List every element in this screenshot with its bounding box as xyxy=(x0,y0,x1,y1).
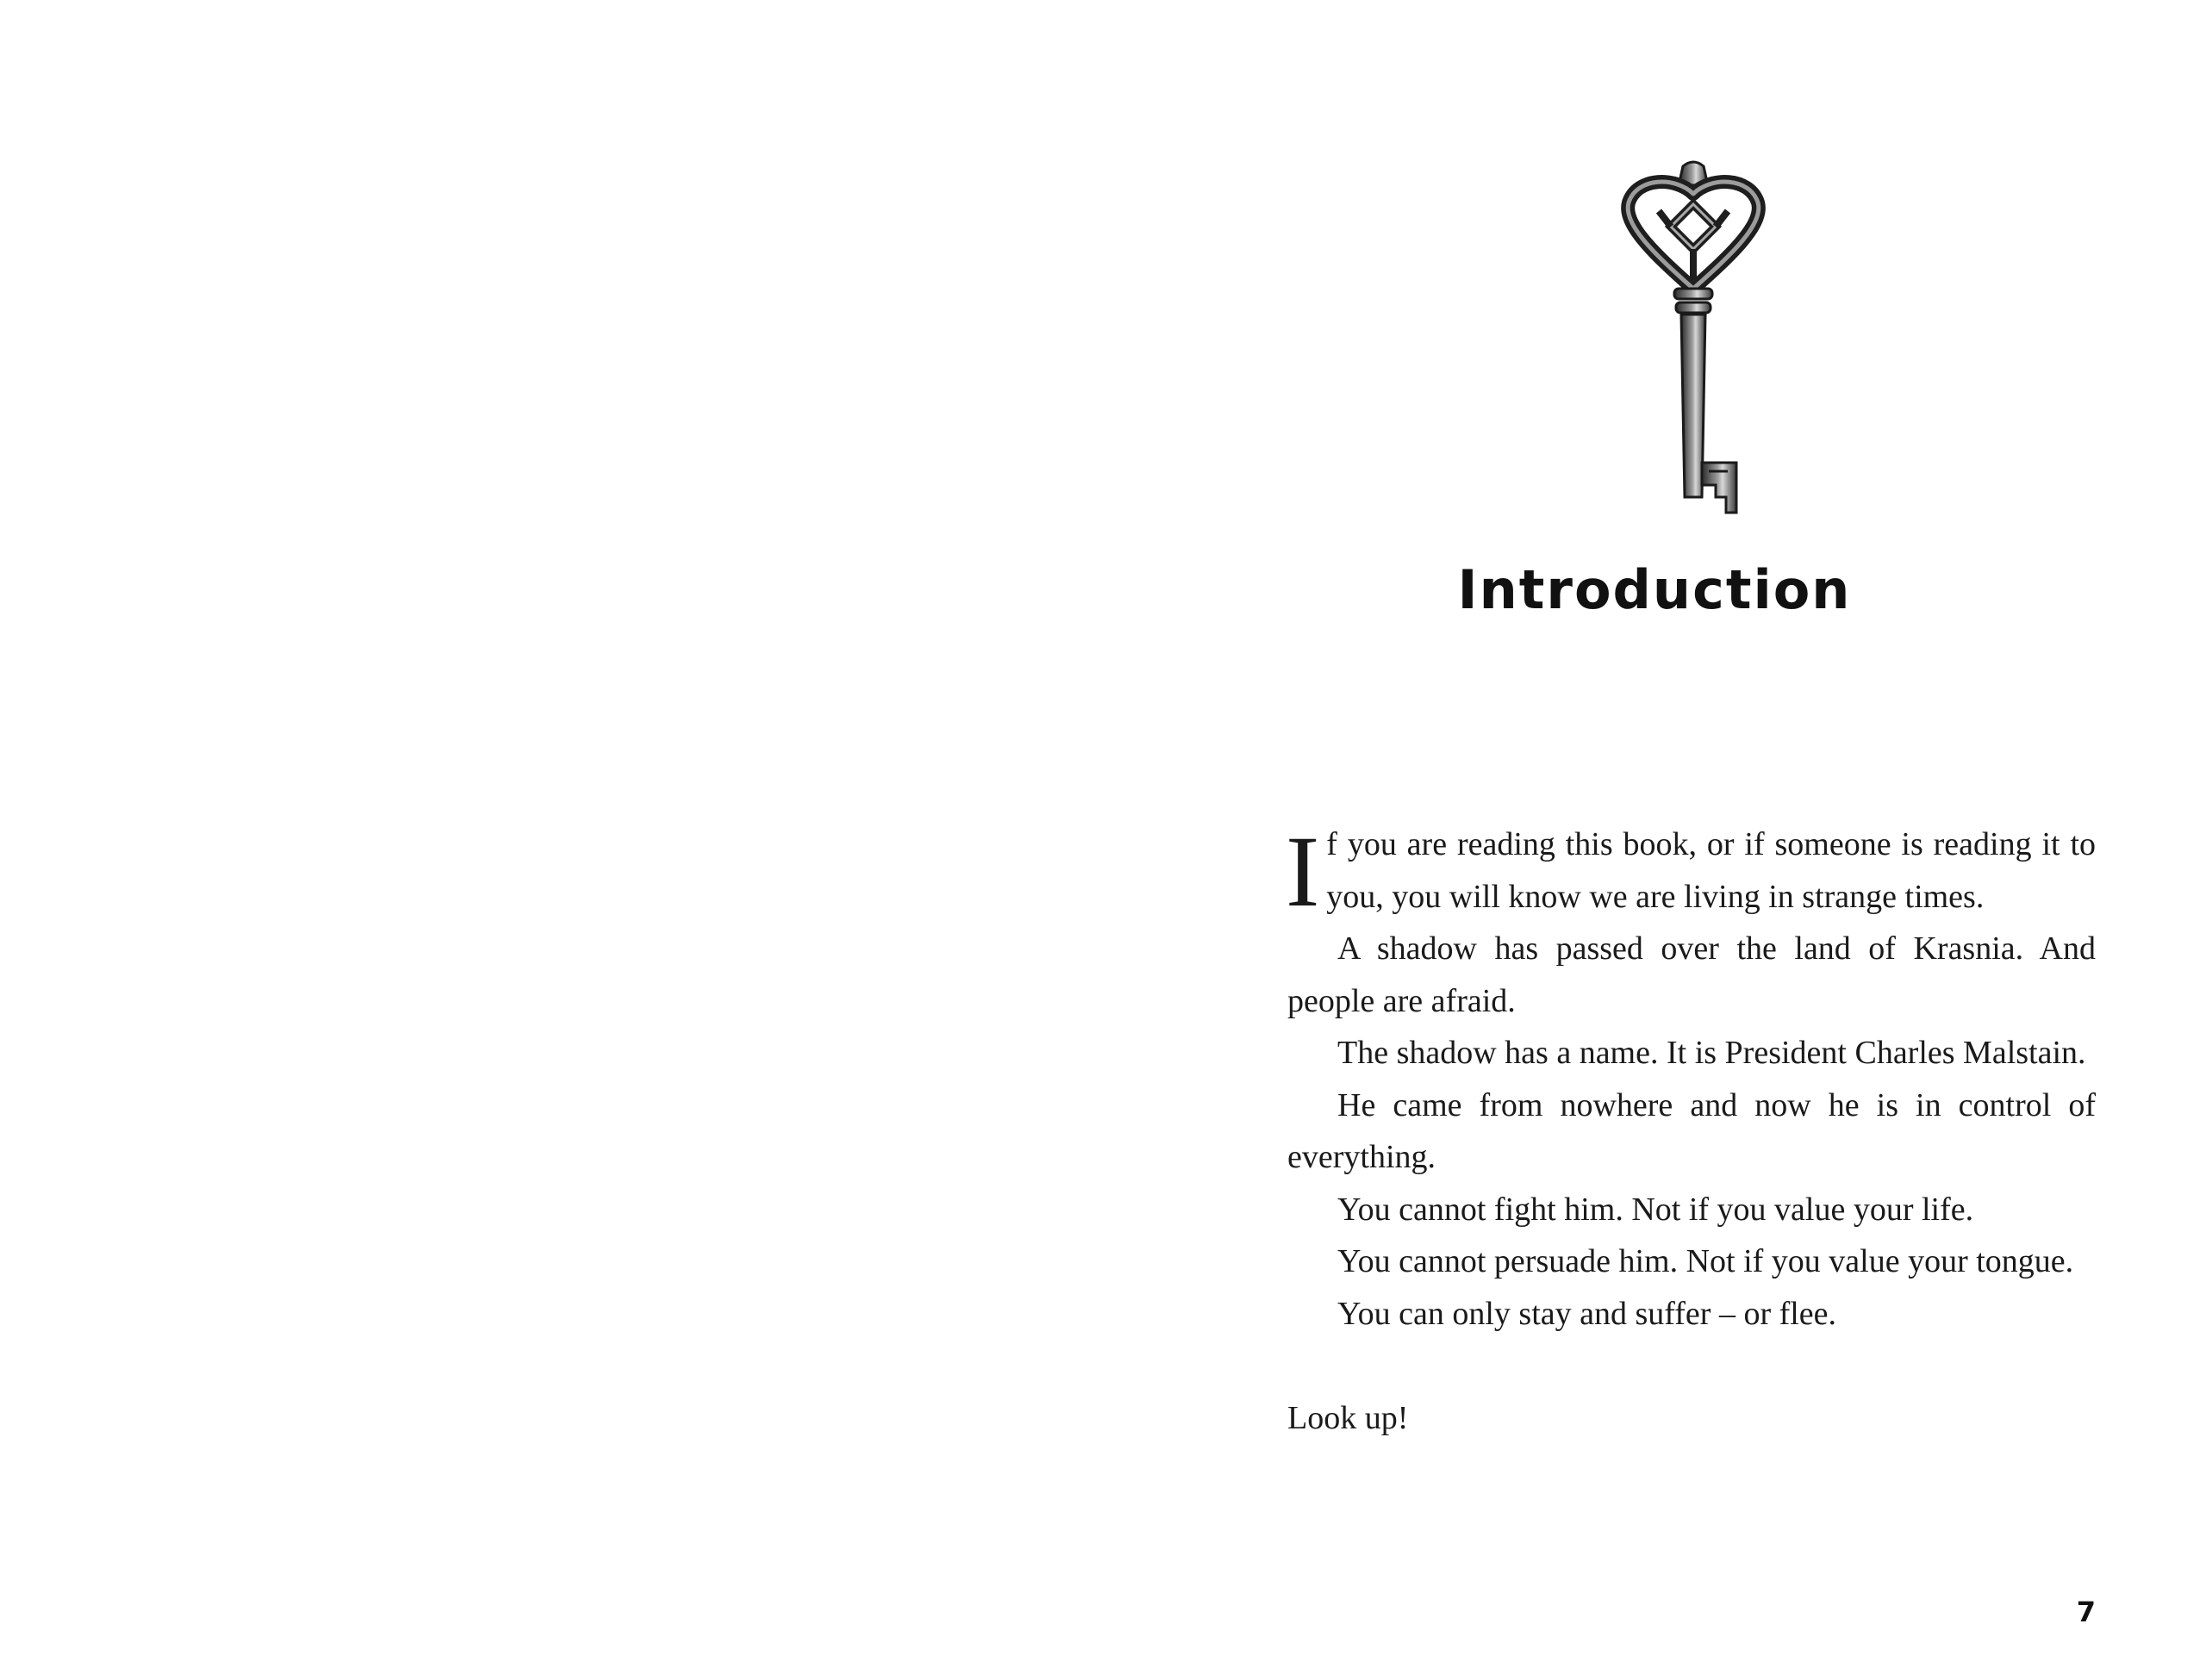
page-number: 7 xyxy=(2076,1596,2096,1628)
key-icon xyxy=(1607,159,1779,521)
chapter-title: Introduction xyxy=(1457,558,1852,621)
body-text xyxy=(1286,815,2096,1444)
paragraph-text: f you are reading this book, or if someone is reading it to you, you will know we are living in strange times. xyxy=(1326,826,2096,915)
paragraph: He came from nowhere and now he is in control of everything. xyxy=(1287,1086,2096,1175)
paragraph: You cannot persuade him. Not if you value your tongue. xyxy=(1337,1243,2074,1279)
right-page xyxy=(1103,0,2206,1680)
paragraph: A shadow has passed over the land of Krasnia. And people are afraid. xyxy=(1287,930,2096,1019)
closing-line: Look up! xyxy=(1287,1399,1409,1436)
paragraph: You can only stay and suffer – or flee. xyxy=(1337,1295,1837,1332)
paragraph: You cannot fight him. Not if you value your life. xyxy=(1337,1191,1974,1228)
drop-cap: I xyxy=(1286,815,1320,928)
paragraph xyxy=(1286,815,2096,928)
paragraph: The shadow has a name. It is President Charles Malstain. xyxy=(1337,1035,2086,1071)
